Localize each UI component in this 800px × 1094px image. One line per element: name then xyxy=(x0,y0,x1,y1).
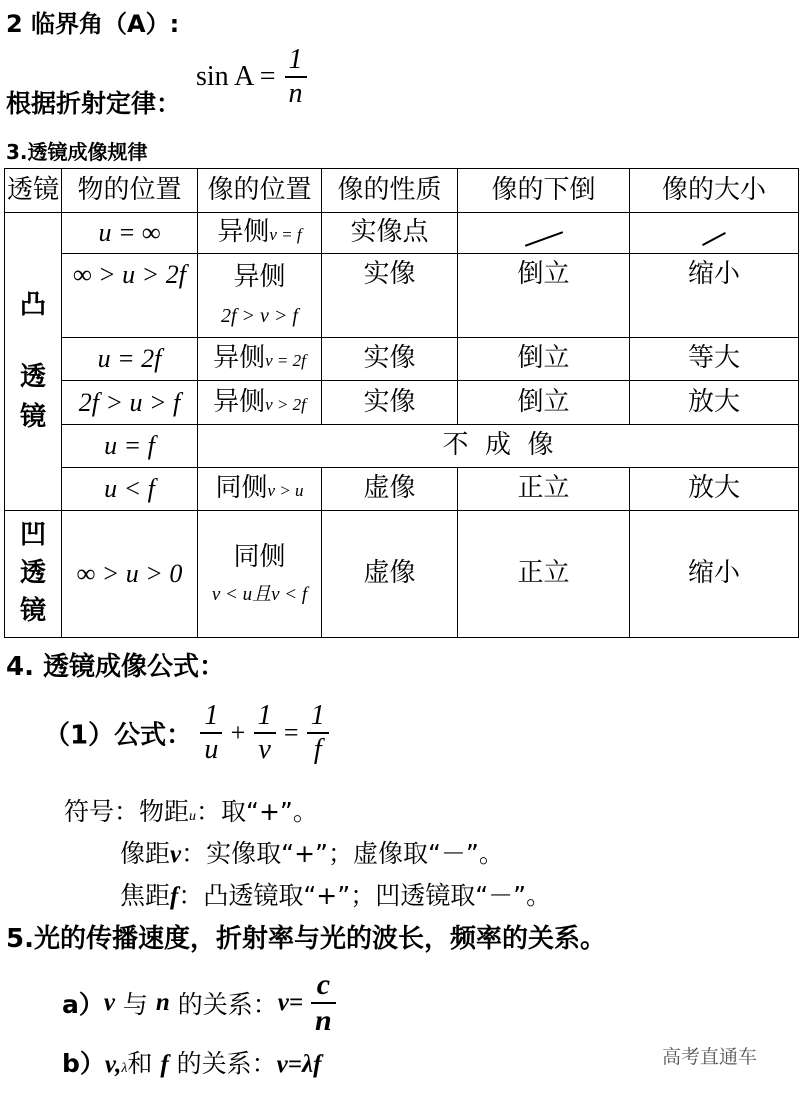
image-nature-cell: 实像点 xyxy=(322,213,458,253)
image-size-cell: 等大 xyxy=(630,338,799,381)
image-size-cell: 缩小 xyxy=(630,253,799,338)
watermark: 高考直通车 xyxy=(662,1046,758,1068)
section4-heading: 4. 透镜成像公式： xyxy=(6,652,226,682)
image-position-cell: 同侧v > u xyxy=(198,467,322,510)
table-row xyxy=(5,213,799,253)
image-orientation-cell: 倒立 xyxy=(458,381,630,424)
fraction-c-over-n: $\frac{c}{n}$ xyxy=(311,968,336,1038)
relation-v-lambda-f: b）v,λ和 f 的关系：v=λf xyxy=(62,1049,322,1078)
table-row xyxy=(5,467,799,510)
fraction-1-over-u: $\frac{1}{u}$ xyxy=(200,700,222,766)
object-position-cell: ∞ > u > 2f xyxy=(62,253,198,338)
section3-heading: 3.透镜成像规律 xyxy=(6,140,148,164)
image-nature-cell: 实像 xyxy=(322,253,458,338)
image-size-cell: 放大 xyxy=(630,467,799,510)
not-applicable-slash xyxy=(702,232,726,246)
image-size-cell: 缩小 xyxy=(630,511,799,638)
image-size-cell xyxy=(630,213,799,253)
no-image-cell: 不 成 像 xyxy=(198,424,799,467)
table-row xyxy=(5,381,799,424)
image-position-cell: 同侧 v < u且v < f xyxy=(198,511,322,638)
fraction-denominator: n xyxy=(288,78,303,109)
image-position-cell: 异侧v = f xyxy=(198,213,322,253)
table-row xyxy=(5,511,799,638)
image-orientation-cell: 正立 xyxy=(458,511,630,638)
image-orientation-cell: 倒立 xyxy=(458,338,630,381)
image-nature-cell: 虚像 xyxy=(322,467,458,510)
header-object-position: 物的位置 xyxy=(62,169,198,213)
image-size-cell: 放大 xyxy=(630,381,799,424)
section2-heading: 2 临界角（A）: xyxy=(6,10,180,38)
fraction-1-over-v: $\frac{1}{v}$ xyxy=(254,700,276,766)
image-nature-cell: 虚像 xyxy=(322,511,458,638)
table-row xyxy=(5,338,799,381)
image-orientation-cell: 倒立 xyxy=(458,253,630,338)
image-orientation-cell: 正立 xyxy=(458,467,630,510)
object-position-cell: ∞ > u > 0 xyxy=(62,511,198,638)
header-image-position: 像的位置 xyxy=(198,169,322,213)
concave-lens-label: 凹 透 镜 xyxy=(5,511,62,638)
refraction-rule-label: 根据折射定律： xyxy=(6,89,182,118)
section5-heading: 5.光的传播速度，折射率与光的波长，频率的关系。 xyxy=(6,924,606,954)
object-position-cell: u < f xyxy=(62,467,198,510)
image-position-cell: 异侧v > 2f xyxy=(198,381,322,424)
table-header-row xyxy=(5,169,799,213)
fraction-1-over-f: $\frac{1}{f}$ xyxy=(307,700,329,766)
formula-lhs: sin A = xyxy=(196,61,276,92)
object-position-cell: 2f > u > f xyxy=(62,381,198,424)
sign-line-object-distance: 符号：物距u：取“+”。 xyxy=(64,797,318,826)
object-position-cell: u = ∞ xyxy=(62,213,198,253)
formula-label: （1）公式： xyxy=(44,720,193,751)
sign-line-image-distance: 像距v：实像取“+”；虚像取“－”。 xyxy=(120,839,504,868)
convex-lens-label: 凸 透 镜 xyxy=(5,213,62,511)
image-nature-cell: 实像 xyxy=(322,381,458,424)
relation-v-n: a）v 与 n 的关系：v= $\frac{c}{n}$ xyxy=(62,968,336,1038)
image-position-cell: 异侧 2f > v > f xyxy=(198,253,322,338)
header-lens: 透镜 xyxy=(5,169,62,213)
table-row xyxy=(5,253,799,338)
fraction-numerator: 1 xyxy=(288,44,303,75)
header-image-orientation: 像的下倒 xyxy=(458,169,630,213)
image-orientation-cell xyxy=(458,213,630,253)
header-image-nature: 像的性质 xyxy=(322,169,458,213)
table-row xyxy=(5,424,799,467)
not-applicable-slash xyxy=(524,231,562,247)
formula-fraction xyxy=(285,44,307,110)
object-position-cell: u = 2f xyxy=(62,338,198,381)
object-position-cell: u = f xyxy=(62,424,198,467)
critical-angle-formula xyxy=(196,44,307,110)
lens-imaging-table xyxy=(4,168,799,638)
image-nature-cell: 实像 xyxy=(322,338,458,381)
image-position-cell: 异侧v = 2f xyxy=(198,338,322,381)
header-image-size: 像的大小 xyxy=(630,169,799,213)
sign-line-focal-length: 焦距f：凸透镜取“+”；凹透镜取“－”。 xyxy=(120,881,552,910)
lens-formula-line: （1）公式： $\frac{1}{u}$ + $\frac{1}{v}$ = $\frac{1}{f}$ xyxy=(44,700,329,766)
